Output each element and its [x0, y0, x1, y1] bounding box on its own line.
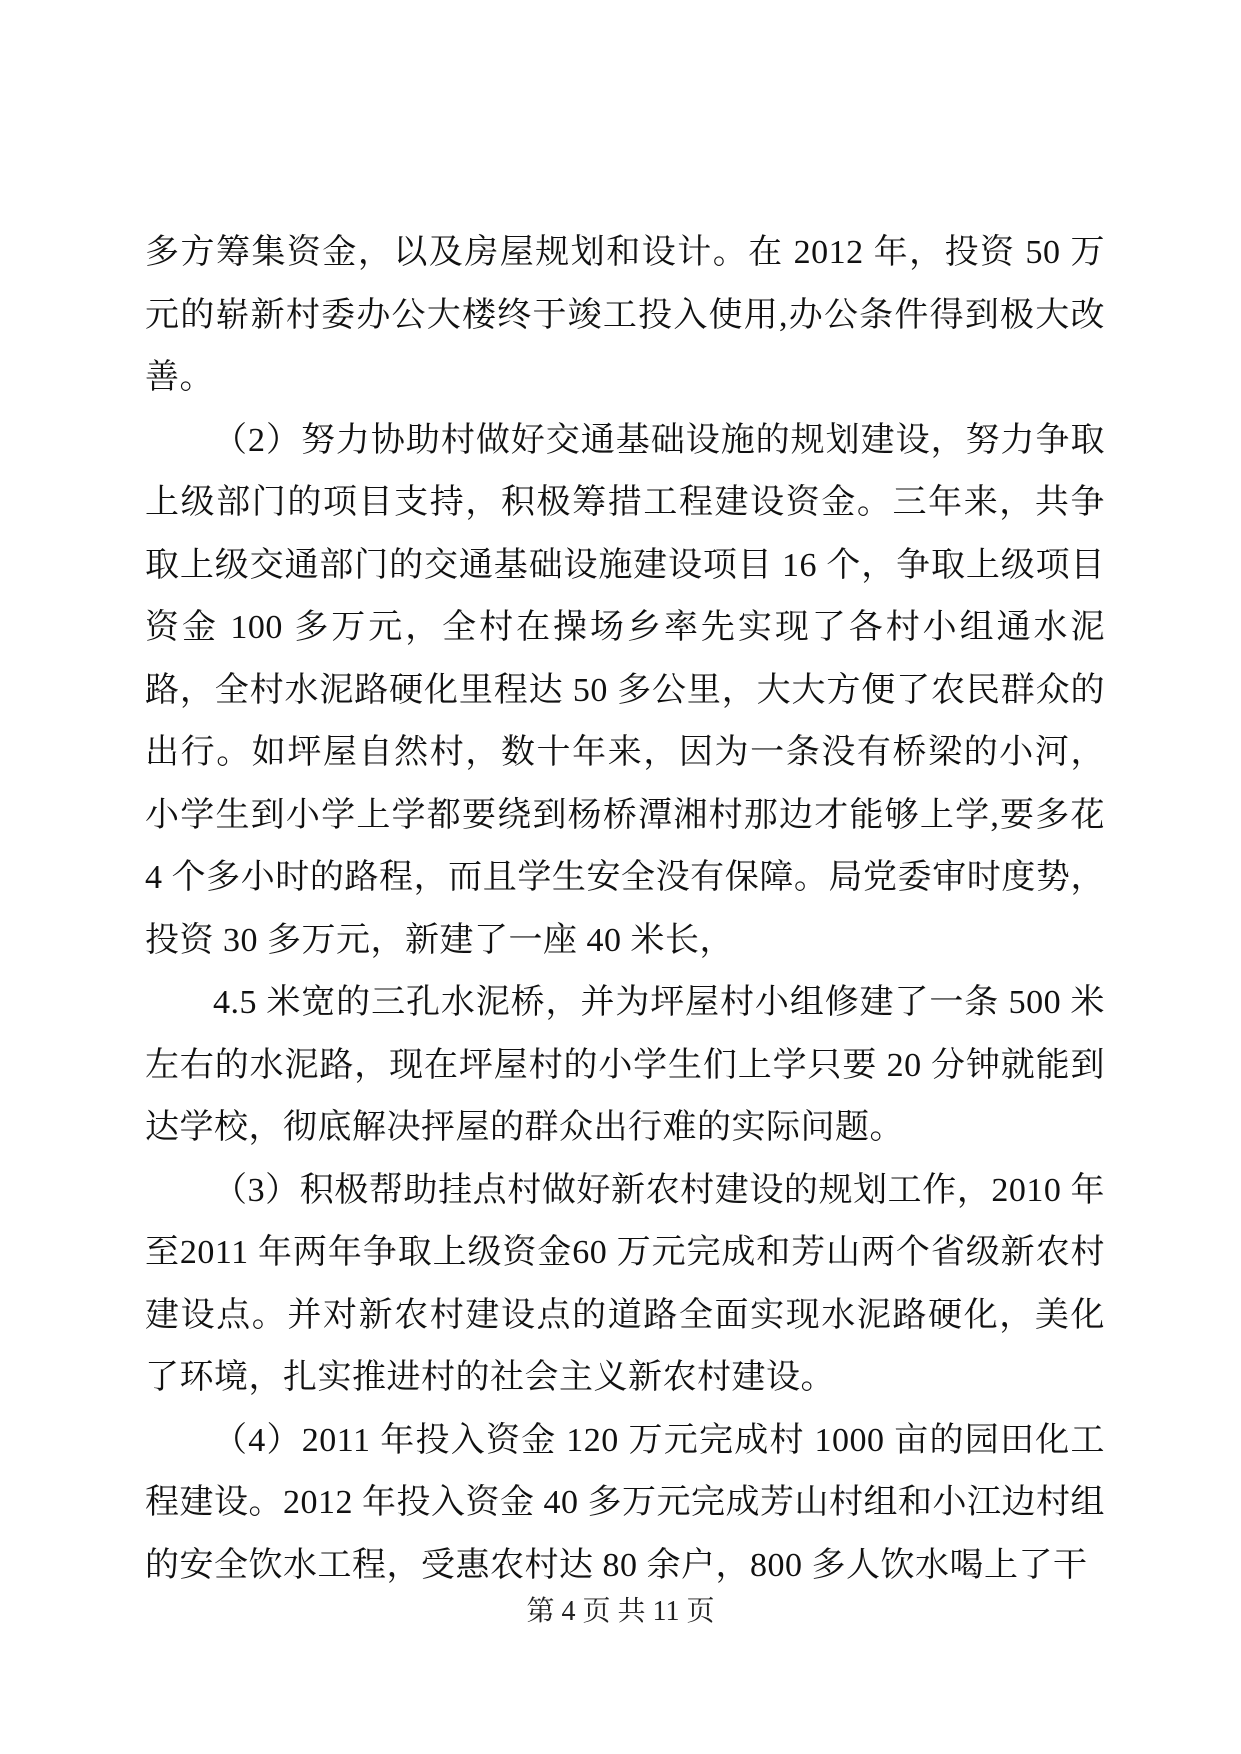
paragraph-continuation: 多方筹集资金，以及房屋规划和设计。在 2012 年，投资 50 万元的崭新村委办公大楼终于竣工投入使用,办公条件得到极大改善。: [145, 234, 1105, 396]
page-content: [145, 222, 1105, 1597]
paragraph-item-2: （2）努力协助村做好交通基础设施的规划建设，努力争取上级部门的项目支持，积极筹措工程建设资金。三年来，共争取上级交通部门的交通基础设施建设项目 16 个，争取上级项目资金 100 多万元，全村在操场乡率先实现了各村小组通水泥路，全村水泥路硬化里程达 50 多公里，大大方便了农民群众的出行。如坪屋自然村，数十年来，因为一条没有桥梁的小河，小学生到小学上学都要绕到杨桥潭湘村那边才能够上学,要多花 4 个多小时的路程，而且学生安全没有保障。局党委审时度势，投资 30 多万元，新建了一座 40 米长，: [145, 421, 1105, 959]
paragraph-item-3: （3）积极帮助挂点村做好新农村建设的规划工作，2010 年至2011 年两年争取上级资金60 万元完成和芳山两个省级新农村建设点。并对新农村建设点的道路全面实现水泥路硬化，美化了环境，扎实推进村的社会主义新农村建设。: [145, 1171, 1105, 1396]
paragraph-bridge-detail: 4.5 米宽的三孔水泥桥，并为坪屋村小组修建了一条 500 米左右的水泥路，现在坪屋村的小学生们上学只要 20 分钟就能到达学校，彻底解决抨屋的群众出行难的实际问题。: [145, 984, 1105, 1146]
page-number-footer: 第 4 页 共 11 页: [526, 1596, 715, 1627]
paragraph-item-4: （4）2011 年投入资金 120 万元完成村 1000 亩的园田化工程建设。2012 年投入资金 40 多万元完成芳山村组和小江边村组的安全饮水工程，受惠农村达 80 余户，800 多人饮水喝上了干: [145, 1421, 1105, 1584]
